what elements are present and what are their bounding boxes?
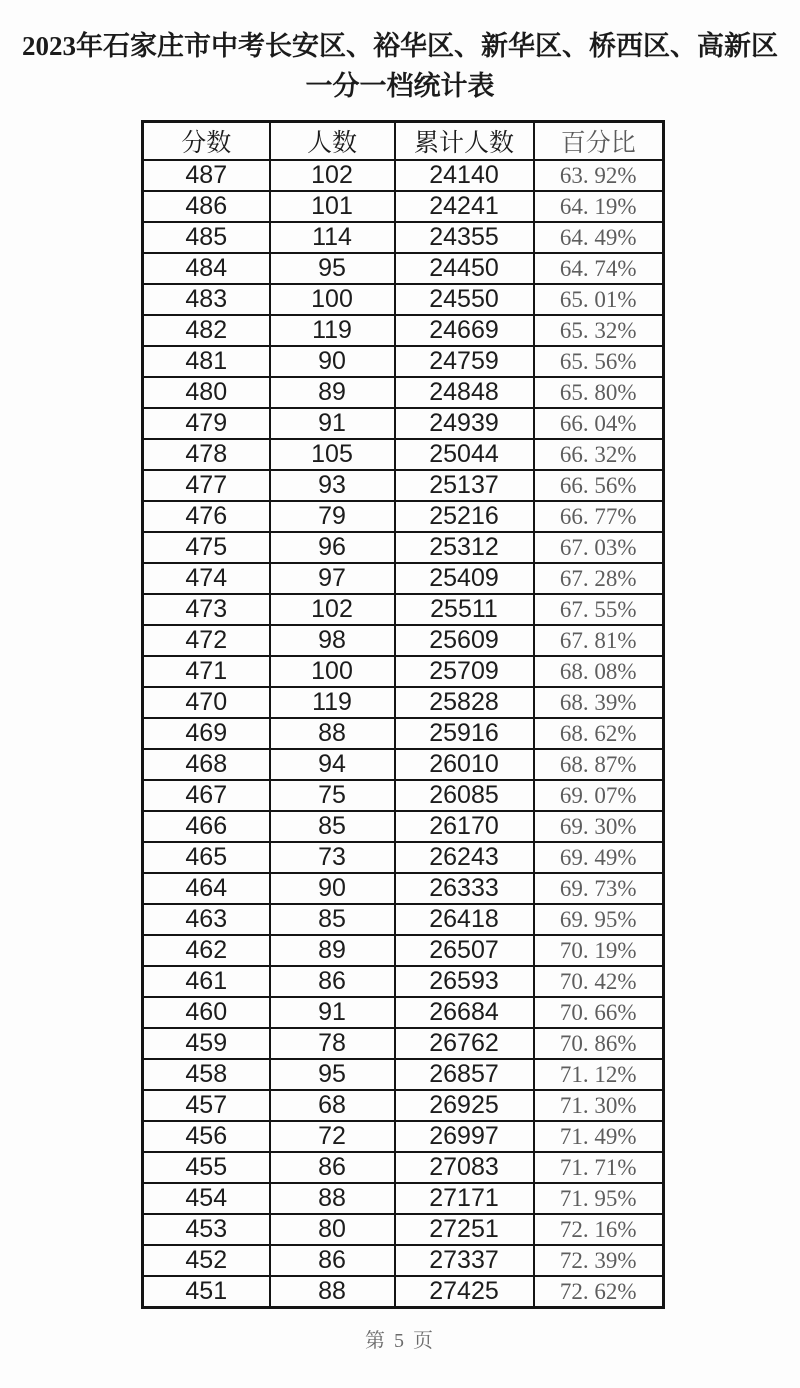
cell-score: 481	[143, 346, 270, 377]
cell-count: 91	[270, 997, 395, 1028]
table-header-row	[143, 122, 664, 161]
title-line-2: 一分一档统计表	[305, 71, 495, 101]
table-row	[143, 408, 664, 439]
cell-score: 471	[143, 656, 270, 687]
cell-percent: 69. 49%	[534, 842, 664, 873]
table-row	[143, 1245, 664, 1276]
cell-cumulative: 27337	[395, 1245, 534, 1276]
cell-percent: 71. 49%	[534, 1121, 664, 1152]
cell-percent: 70. 42%	[534, 966, 664, 997]
cell-percent: 67. 28%	[534, 563, 664, 594]
cell-percent: 71. 95%	[534, 1183, 664, 1214]
table-body	[143, 160, 664, 1308]
table-row	[143, 439, 664, 470]
cell-count: 79	[270, 501, 395, 532]
cell-percent: 64. 49%	[534, 222, 664, 253]
cell-cumulative: 26418	[395, 904, 534, 935]
cell-score: 474	[143, 563, 270, 594]
table-row	[143, 284, 664, 315]
cell-score: 452	[143, 1245, 270, 1276]
cell-cumulative: 26857	[395, 1059, 534, 1090]
cell-score: 464	[143, 873, 270, 904]
cell-score: 487	[143, 160, 270, 191]
cell-count: 89	[270, 935, 395, 966]
cell-count: 72	[270, 1121, 395, 1152]
table-row	[143, 656, 664, 687]
header-percent: 百分比	[534, 122, 664, 161]
cell-percent: 66. 04%	[534, 408, 664, 439]
cell-percent: 65. 32%	[534, 315, 664, 346]
cell-count: 88	[270, 1183, 395, 1214]
cell-percent: 68. 87%	[534, 749, 664, 780]
cell-score: 460	[143, 997, 270, 1028]
table-row	[143, 315, 664, 346]
cell-cumulative: 25828	[395, 687, 534, 718]
cell-percent: 67. 81%	[534, 625, 664, 656]
table-row	[143, 501, 664, 532]
cell-cumulative: 26333	[395, 873, 534, 904]
cell-percent: 69. 30%	[534, 811, 664, 842]
cell-cumulative: 27171	[395, 1183, 534, 1214]
cell-score: 475	[143, 532, 270, 563]
cell-count: 90	[270, 873, 395, 904]
cell-score: 463	[143, 904, 270, 935]
cell-percent: 65. 80%	[534, 377, 664, 408]
table-row	[143, 904, 664, 935]
cell-score: 470	[143, 687, 270, 718]
cell-cumulative: 24550	[395, 284, 534, 315]
cell-count: 86	[270, 966, 395, 997]
cell-percent: 71. 30%	[534, 1090, 664, 1121]
cell-cumulative: 24140	[395, 160, 534, 191]
table-row	[143, 594, 664, 625]
cell-cumulative: 26997	[395, 1121, 534, 1152]
cell-count: 89	[270, 377, 395, 408]
cell-score: 472	[143, 625, 270, 656]
cell-score: 451	[143, 1276, 270, 1308]
cell-cumulative: 26507	[395, 935, 534, 966]
cell-score: 458	[143, 1059, 270, 1090]
table-row	[143, 1183, 664, 1214]
cell-percent: 66. 56%	[534, 470, 664, 501]
cell-cumulative: 27251	[395, 1214, 534, 1245]
score-distribution-table	[141, 120, 665, 1309]
table-row	[143, 1028, 664, 1059]
cell-count: 100	[270, 284, 395, 315]
cell-score: 478	[143, 439, 270, 470]
cell-cumulative: 24450	[395, 253, 534, 284]
table-row	[143, 346, 664, 377]
cell-count: 97	[270, 563, 395, 594]
table-row	[143, 377, 664, 408]
cell-count: 119	[270, 687, 395, 718]
cell-score: 477	[143, 470, 270, 501]
cell-percent: 72. 62%	[534, 1276, 664, 1308]
cell-cumulative: 27425	[395, 1276, 534, 1308]
cell-percent: 70. 66%	[534, 997, 664, 1028]
cell-percent: 68. 39%	[534, 687, 664, 718]
cell-percent: 71. 12%	[534, 1059, 664, 1090]
cell-cumulative: 24669	[395, 315, 534, 346]
cell-percent: 64. 74%	[534, 253, 664, 284]
cell-score: 461	[143, 966, 270, 997]
cell-count: 85	[270, 904, 395, 935]
table-row	[143, 1276, 664, 1308]
header-score: 分数	[143, 122, 270, 161]
cell-percent: 68. 62%	[534, 718, 664, 749]
cell-score: 469	[143, 718, 270, 749]
cell-count: 86	[270, 1245, 395, 1276]
cell-percent: 72. 39%	[534, 1245, 664, 1276]
cell-cumulative: 25709	[395, 656, 534, 687]
cell-count: 94	[270, 749, 395, 780]
cell-count: 119	[270, 315, 395, 346]
cell-score: 465	[143, 842, 270, 873]
cell-score: 457	[143, 1090, 270, 1121]
cell-count: 86	[270, 1152, 395, 1183]
cell-count: 78	[270, 1028, 395, 1059]
cell-score: 467	[143, 780, 270, 811]
cell-score: 479	[143, 408, 270, 439]
cell-count: 102	[270, 160, 395, 191]
cell-percent: 67. 55%	[534, 594, 664, 625]
cell-percent: 71. 71%	[534, 1152, 664, 1183]
table-row	[143, 1152, 664, 1183]
cell-count: 96	[270, 532, 395, 563]
cell-score: 476	[143, 501, 270, 532]
cell-count: 85	[270, 811, 395, 842]
table-row	[143, 935, 664, 966]
table-row	[143, 222, 664, 253]
cell-count: 68	[270, 1090, 395, 1121]
cell-count: 114	[270, 222, 395, 253]
table-row	[143, 780, 664, 811]
table-row	[143, 966, 664, 997]
cell-count: 95	[270, 253, 395, 284]
cell-score: 482	[143, 315, 270, 346]
cell-cumulative: 24241	[395, 191, 534, 222]
cell-cumulative: 24848	[395, 377, 534, 408]
cell-percent: 69. 07%	[534, 780, 664, 811]
cell-percent: 65. 01%	[534, 284, 664, 315]
table-row	[143, 873, 664, 904]
cell-count: 91	[270, 408, 395, 439]
table-row	[143, 1121, 664, 1152]
cell-count: 88	[270, 1276, 395, 1308]
cell-cumulative: 26593	[395, 966, 534, 997]
cell-count: 102	[270, 594, 395, 625]
cell-cumulative: 24759	[395, 346, 534, 377]
cell-cumulative: 26010	[395, 749, 534, 780]
cell-count: 75	[270, 780, 395, 811]
cell-count: 88	[270, 718, 395, 749]
table-row	[143, 470, 664, 501]
cell-percent: 64. 19%	[534, 191, 664, 222]
table-row	[143, 563, 664, 594]
cell-cumulative: 26085	[395, 780, 534, 811]
cell-score: 480	[143, 377, 270, 408]
cell-score: 486	[143, 191, 270, 222]
document-title	[0, 0, 800, 106]
cell-score: 454	[143, 1183, 270, 1214]
table-row	[143, 811, 664, 842]
cell-count: 93	[270, 470, 395, 501]
cell-percent: 72. 16%	[534, 1214, 664, 1245]
header-cumulative: 累计人数	[395, 122, 534, 161]
cell-score: 483	[143, 284, 270, 315]
cell-percent: 70. 19%	[534, 935, 664, 966]
header-count: 人数	[270, 122, 395, 161]
table-row	[143, 625, 664, 656]
table-row	[143, 191, 664, 222]
table-row	[143, 997, 664, 1028]
cell-cumulative: 25511	[395, 594, 534, 625]
cell-count: 105	[270, 439, 395, 470]
cell-count: 95	[270, 1059, 395, 1090]
cell-percent: 69. 95%	[534, 904, 664, 935]
cell-cumulative: 25137	[395, 470, 534, 501]
cell-percent: 67. 03%	[534, 532, 664, 563]
table-row	[143, 253, 664, 284]
cell-score: 459	[143, 1028, 270, 1059]
cell-score: 473	[143, 594, 270, 625]
cell-score: 455	[143, 1152, 270, 1183]
cell-percent: 66. 77%	[534, 501, 664, 532]
cell-count: 80	[270, 1214, 395, 1245]
table-row	[143, 160, 664, 191]
cell-score: 453	[143, 1214, 270, 1245]
cell-count: 101	[270, 191, 395, 222]
cell-cumulative: 26170	[395, 811, 534, 842]
page-number: 第 5 页	[365, 1330, 435, 1352]
cell-count: 73	[270, 842, 395, 873]
cell-percent: 65. 56%	[534, 346, 664, 377]
cell-percent: 63. 92%	[534, 160, 664, 191]
cell-count: 100	[270, 656, 395, 687]
cell-cumulative: 26762	[395, 1028, 534, 1059]
cell-count: 90	[270, 346, 395, 377]
table-row	[143, 749, 664, 780]
cell-cumulative: 25609	[395, 625, 534, 656]
cell-percent: 69. 73%	[534, 873, 664, 904]
cell-cumulative: 27083	[395, 1152, 534, 1183]
table-row	[143, 532, 664, 563]
cell-percent: 68. 08%	[534, 656, 664, 687]
cell-score: 484	[143, 253, 270, 284]
table-row	[143, 1214, 664, 1245]
cell-cumulative: 25916	[395, 718, 534, 749]
table-row	[143, 1090, 664, 1121]
cell-cumulative: 24355	[395, 222, 534, 253]
cell-count: 98	[270, 625, 395, 656]
cell-percent: 66. 32%	[534, 439, 664, 470]
table-row	[143, 842, 664, 873]
cell-score: 468	[143, 749, 270, 780]
cell-score: 462	[143, 935, 270, 966]
cell-cumulative: 25409	[395, 563, 534, 594]
cell-cumulative: 26243	[395, 842, 534, 873]
cell-percent: 70. 86%	[534, 1028, 664, 1059]
table-row	[143, 718, 664, 749]
cell-score: 466	[143, 811, 270, 842]
table-row	[143, 687, 664, 718]
cell-cumulative: 24939	[395, 408, 534, 439]
cell-cumulative: 26925	[395, 1090, 534, 1121]
cell-cumulative: 25044	[395, 439, 534, 470]
table-row	[143, 1059, 664, 1090]
cell-cumulative: 26684	[395, 997, 534, 1028]
cell-cumulative: 25216	[395, 501, 534, 532]
cell-cumulative: 25312	[395, 532, 534, 563]
cell-score: 456	[143, 1121, 270, 1152]
cell-score: 485	[143, 222, 270, 253]
title-line-1: 2023年石家庄市中考长安区、裕华区、新华区、桥西区、高新区	[22, 31, 778, 61]
